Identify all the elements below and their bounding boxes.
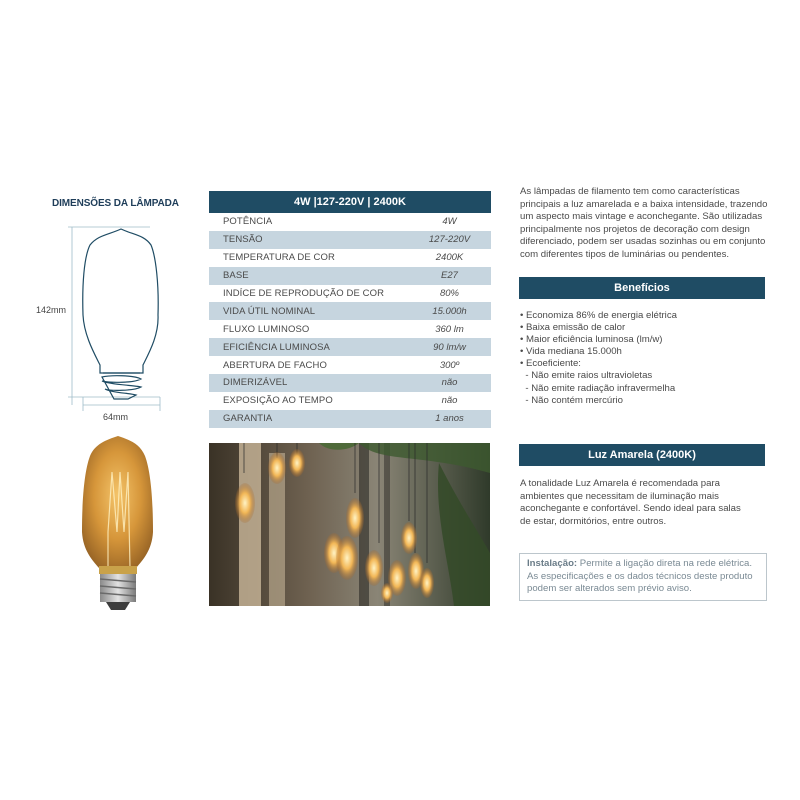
- installation-disclaimer: podem ser alterados sem prévio aviso.: [527, 583, 692, 595]
- spec-value: 15.000h: [432, 305, 467, 317]
- installation-disclaimer: As especificações e os dados técnicos deste produto: [527, 570, 753, 582]
- spec-label: FLUXO LUMINOSO: [223, 323, 310, 335]
- installation-text: Permite a ligação direta na rede elétrica.: [577, 558, 753, 569]
- spec-label: TEMPERATURA DE COR: [223, 252, 335, 264]
- intro-paragraph: [520, 186, 772, 262]
- spec-label: VIDA ÚTIL NOMINAL: [223, 305, 316, 317]
- intro-line: principalmente nos projetos de decoração com design: [520, 223, 750, 235]
- benefit-item: • Economiza 86% de energia elétrica: [520, 310, 677, 321]
- spec-value: 1 anos: [435, 413, 464, 425]
- luz-amarela-paragraph: [520, 478, 770, 528]
- intro-line: diferenciado, podem ser usadas sozinhas ou em conjunto: [520, 236, 766, 248]
- spec-row: [209, 267, 491, 285]
- width-label: 64mm: [103, 412, 129, 422]
- spec-value: 360 lm: [435, 323, 464, 335]
- benefit-item: • Maior eficiência luminosa (lm/w): [520, 334, 663, 346]
- spec-row: [209, 356, 491, 374]
- spec-row: [209, 338, 491, 356]
- spec-value: 80%: [439, 288, 459, 299]
- installation-label: Instalação:: [527, 558, 578, 569]
- spec-table-header: 4W |127-220V | 2400K: [209, 191, 491, 213]
- intro-line: principais a luz amarelada e a baixa intensidade, trazendo: [520, 198, 768, 210]
- amber-bulb-photo: [70, 432, 165, 610]
- bulb-outline-diagram: [50, 215, 170, 415]
- spec-row: [209, 410, 491, 428]
- luz-amarela-header: Luz Amarela (2400K): [519, 444, 765, 466]
- height-label: 142mm: [36, 305, 67, 315]
- dimensions-title: DIMENSÕES DA LÂMPADA: [52, 198, 179, 209]
- intro-line: com diferentes tipos de luminárias ou pendentes.: [520, 248, 730, 260]
- spec-value: 127-220V: [428, 234, 471, 246]
- spec-row: [209, 320, 491, 338]
- spec-row: [209, 231, 491, 249]
- hanging-bulbs-photo: [209, 443, 490, 606]
- benefits-list: [520, 310, 770, 407]
- spec-row: [209, 392, 491, 410]
- spec-value: E27: [441, 270, 458, 282]
- benefit-item: - Não contém mercúrio: [520, 394, 623, 406]
- benefit-item: • Vida mediana 15.000h: [520, 346, 622, 358]
- luz-line: aconchegante e confortável. Sendo ideal para salas: [520, 503, 741, 515]
- benefit-item: • Ecoeficiente:: [520, 358, 581, 370]
- spec-label: INDÍCE DE REPRODUÇÃO DE COR: [223, 288, 385, 299]
- spec-label: DIMERIZÁVEL: [223, 377, 288, 389]
- spec-value: 2400K: [435, 252, 464, 264]
- benefits-header: Benefícios: [519, 277, 765, 299]
- spec-value: 4W: [442, 216, 457, 228]
- spec-value: não: [441, 377, 458, 389]
- benefit-item: - Não emite raios ultravioletas: [520, 370, 653, 382]
- spec-row: [209, 374, 491, 392]
- intro-line: um aspecto mais vintage e aconchegante. São utilizadas: [520, 211, 763, 223]
- intro-line: As lâmpadas de filamento tem como características: [520, 186, 740, 197]
- spec-value: 300º: [439, 359, 460, 371]
- spec-label: POTÊNCIA: [223, 216, 273, 228]
- spec-row: [209, 249, 491, 267]
- spec-label: GARANTIA: [223, 413, 273, 425]
- spec-label: EFICIÊNCIA LUMINOSA: [223, 341, 330, 353]
- spec-label: TENSÃO: [223, 234, 263, 246]
- luz-line: de estar, dormitórios, entre outros.: [520, 515, 667, 527]
- luz-line: A tonalidade Luz Amarela é recomendada para: [520, 478, 721, 489]
- spec-label: EXPOSIÇÃO AO TEMPO: [223, 395, 333, 407]
- spec-value: 90 lm/w: [433, 341, 466, 353]
- spec-table: [209, 191, 491, 428]
- luz-line: ambientes que necessitam de iluminação mais: [520, 490, 719, 502]
- spec-row: [209, 302, 491, 320]
- spec-row: [209, 285, 491, 303]
- installation-note: [519, 553, 767, 601]
- benefit-item: • Baixa emissão de calor: [520, 322, 626, 334]
- spec-value: não: [441, 395, 458, 407]
- spec-row: [209, 213, 491, 231]
- spec-label: ABERTURA DE FACHO: [223, 359, 327, 371]
- spec-label: BASE: [223, 270, 249, 282]
- benefit-item: - Não emite radiação infravermelha: [520, 382, 676, 394]
